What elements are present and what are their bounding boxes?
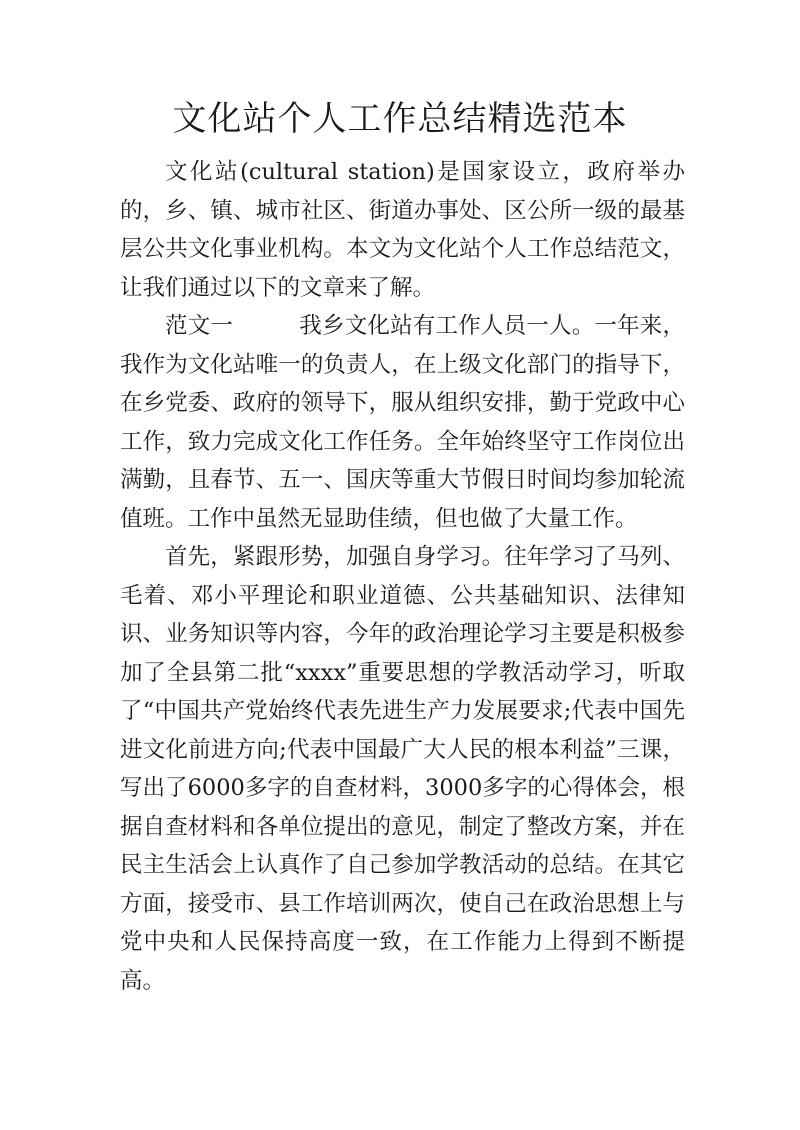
sample-label: 范文一 [165, 313, 234, 339]
document-title: 文化站个人工作总结精选范本 [172, 99, 628, 139]
paragraph-sample-one-text: 我乡文化站有工作人员一人。一年来，我作为文化站唯一的负责人，在上级文化部门的指导下，在乡党委、政府的领导下，服从组织安排，勤于党政中心工作，致力完成文化工作任务。全年始终坚守工作岗位出满勤，且春节、五一、国庆等重大节假日时间均参加轮流值班。工作中虽然无显助佳绩，但也做了大量工作。 [120, 313, 685, 532]
paragraph-sample-one [120, 307, 685, 538]
paragraph-first-point-text: 首先，紧跟形势，加强自身学习。往年学习了马列、毛着、邓小平理论和职业道德、公共基础知识、法律知识、业务知识等内容，今年的政治理论学习主要是积极参加了全县第二批“xxxx”重要思想的学教活动学习，听取了“中国共产党始终代表先进生产力发展要求;代表中国先进文化前进方向;代表中国最广大人民的根本利益”三课，写出了6000多字的自查材料，3000多字的心得体会，根据自查材料和各单位提出的意见，制定了整改方案，并在民主生活会上认真作了自己参加学教活动的总结。在其它方面，接受市、县工作培训两次，使自己在政治思想上与党中央和人民保持高度一致，在工作能力上得到不断提高。 [120, 544, 685, 994]
paragraph-first-point [120, 538, 685, 1000]
document-body [120, 153, 685, 1000]
paragraph-intro-text: 文化站(cultural station)是国家设立，政府举办的，乡、镇、城市社区、街道办事处、区公所一级的最基层公共文化事业机构。本文为文化站个人工作总结范文，让我们通过以下的文章来了解。 [120, 159, 685, 301]
paragraph-intro [120, 153, 685, 307]
